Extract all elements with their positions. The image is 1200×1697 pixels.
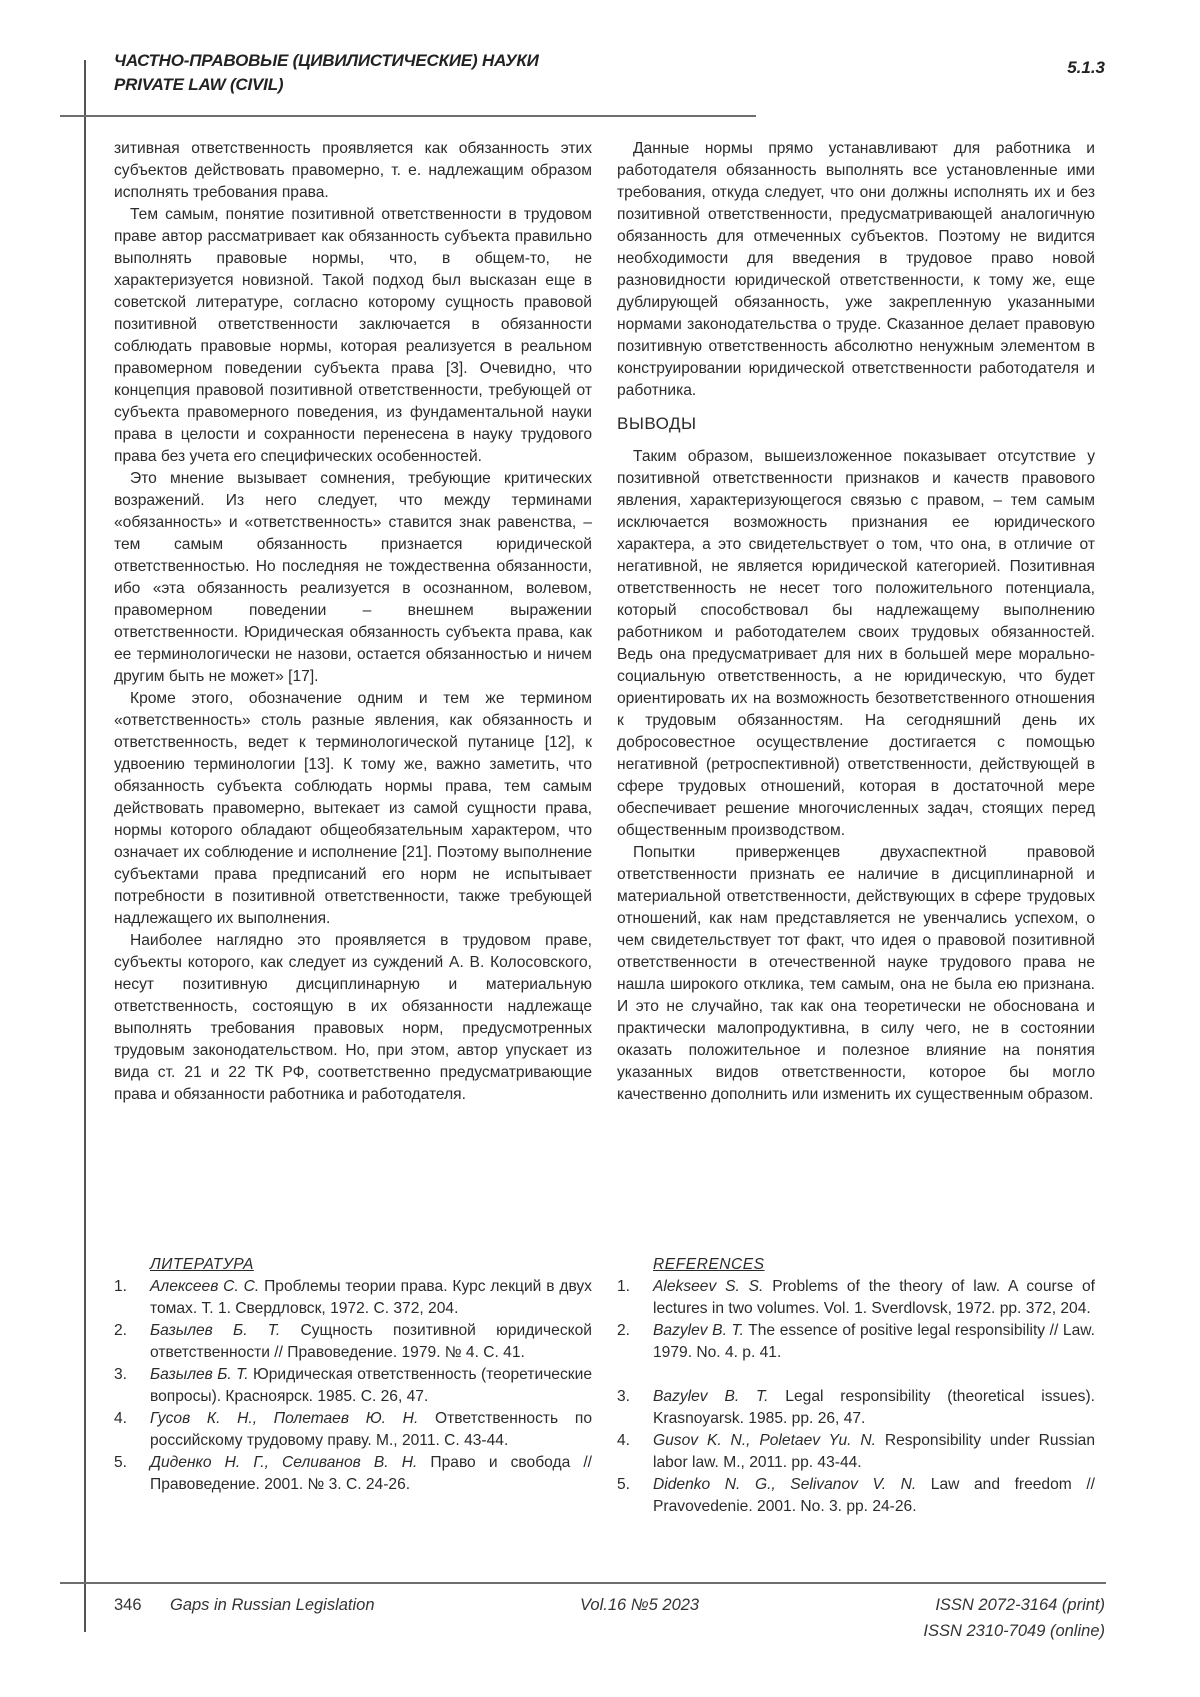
paragraph: Кроме этого, обозначение одним и тем же термином «ответственность» столь разные явления, как обязанность и ответственность, ведет к терминологической путанице [12], к удвоению терминологии [13]. К тому же, важно заметить, что обязанность субъекта соблюдать нормы права, тем самым действовать правомерно, вытекает из самой сущности права, нормы которого обладают общеобязательным характером, что означает их соблюдение и исполнение [21]. Поэтому выполнение субъектами права предписаний его норм не испытывает потребности в позитивной ответственности, также требующей надлежащего их выполнения. bbox=[114, 690, 592, 927]
reference-item: 3. Базылев Б. Т. Юридическая ответственность (теоретические вопросы). Красноярск. 1985. С. 26, 47. bbox=[114, 1366, 592, 1405]
conclusions-heading: ВЫВОДЫ bbox=[617, 414, 697, 433]
reference-item: 4. Gusov K. N., Poletaev Yu. N. Responsibility under Russian labor law. M., 2011. pp. 43-44. bbox=[617, 1432, 1096, 1471]
journal-name: Gaps in Russian Legislation bbox=[170, 1596, 375, 1614]
page-number: 346 bbox=[114, 1596, 142, 1614]
reference-author: Didenko N. G., Selivanov V. N. bbox=[653, 1476, 917, 1493]
reference-item: 1. Алексеев С. С. Проблемы теории права. Курс лекций в двух томах. Т. 1. Свердловск, 1972. С. 372, 204. bbox=[114, 1278, 592, 1317]
reference-item: 3. Bazylev B. T. Legal responsibility (theoretical issues). Krasnoyarsk. 1985. pp. 26, 47. bbox=[617, 1388, 1095, 1427]
volume-issue: Vol.16 №5 2023 bbox=[580, 1596, 700, 1614]
issn-print: ISSN 2072-3164 (print) bbox=[935, 1596, 1105, 1614]
references-en-list bbox=[617, 1276, 1095, 1518]
reference-author: Bazylev B. T. bbox=[653, 1388, 769, 1405]
reference-author: Alekseev S. S. bbox=[653, 1278, 764, 1295]
paragraph: Наиболее наглядно это проявляется в трудовом праве, субъекты которого, как следует из суждений А. В. Колосовского, несут позитивную дисциплинарную и материальную ответственность, состоящую в их обязанности надлежаще выполнять требования правовых норм, предусмотренных трудовым законодательством. Но, при этом, автор упускает из вида ст. 21 и 22 ТК РФ, соответственно предусматривающие права и обязанности работника и работодателя. bbox=[114, 932, 592, 1103]
references-ru-title: ЛИТЕРАТУРА bbox=[150, 1256, 254, 1273]
paragraph: Данные нормы прямо устанавливают для работника и работодателя обязанность выполнять все установленные ими требования, откуда следует, что они должны исполнять их и без позитивной ответственности, предусматривающей аналогичную обязанность для отмеченных субъектов. Поэтому не видится необходимости для введения в трудовое право новой разновидности юридической ответственности, к тому же, еще дублирующей обязанность, уже закрепленную указанными нормами законодательства о труде. Сказанное делает правовую позитивную ответственность абсолютно ненужным элементом в конструировании юридической ответственности работодателя и работника. bbox=[617, 140, 1095, 399]
reference-author: Базылев Б. Т. bbox=[150, 1366, 249, 1383]
reference-item: 5. Диденко Н. Г., Селиванов В. Н. Право и свобода // Правоведение. 2001. № 3. С. 24-26. bbox=[114, 1454, 592, 1493]
reference-item: 2. Bazylev B. T. The essence of positive legal responsibility // Law. 1979. No. 4. p. 41. bbox=[617, 1322, 1095, 1361]
running-header bbox=[114, 49, 539, 97]
reference-author: Гусов К. Н., Полетаев Ю. Н. bbox=[150, 1410, 419, 1427]
left-text-column bbox=[114, 138, 592, 1106]
reference-author: Алексеев С. С. bbox=[150, 1278, 260, 1295]
reference-item: 4. Гусов К. Н., Полетаев Ю. Н. Ответственность по российскому трудовому праву. М., 2011. С. 43-44. bbox=[114, 1410, 592, 1449]
references-ru-list bbox=[114, 1276, 592, 1496]
paragraph: Тем самым, понятие позитивной ответственности в трудовом праве автор рассматривает как обязанность субъекта правильно выполнять правовые нормы, что, в общем-то, не характеризуется новизной. Такой подход был высказан еще в советской литературе, согласно которому сущность правовой позитивной ответственности заключается в обязанности соблюдать правовые нормы, которая реализуется в реальном правомерном поведении субъекта права [3]. Очевидно, что концепция правовой позитивной ответственности, требующей от субъекта правомерного поведения, из фундаментальной науки права в целости и сохранности перенесена в науку трудового права без учета его специфических особенностей. bbox=[114, 206, 592, 465]
paragraph: зитивная ответственность проявляется как обязанность этих субъектов действовать правомерно, т. е. надлежащим образом исполнять требования права. bbox=[114, 140, 592, 201]
issn-block bbox=[923, 1592, 1105, 1644]
references-en bbox=[617, 1254, 1095, 1518]
header-rule bbox=[60, 115, 756, 117]
issn-online: ISSN 2310-7049 (online) bbox=[923, 1622, 1105, 1640]
paragraph: Попытки приверженцев двухаспектной правовой ответственности признать ее наличие в дисциплинарной и материальной ответственности, действующих в сфере трудовых отношений, как нам представляется не увенчались успехом, о чем свидетельствует тот факт, что идея о правовой позитивной ответственности в отечественной науке трудового права не нашла широкого отклика, тем самым, она не была ею признана. И это не случайно, так как она теоретически не обоснована и практически малопродуктивна, в силу чего, не в состоянии оказать положительное и полезное влияние на понятия указанных видов ответственности, которое бы могло качественно дополнить или изменить их существенным образом. bbox=[617, 844, 1095, 1103]
reference-item: 2. Базылев Б. Т. Сущность позитивной юридической ответственности // Правоведение. 1979. № 4. С. 41. bbox=[114, 1322, 592, 1361]
reference-item: 1. Alekseev S. S. Problems of the theory of law. A course of lectures in two volumes. Vol. 1. Sverdlovsk, 1972. pp. 372, 204. bbox=[617, 1278, 1096, 1317]
section-title-ru: ЧАСТНО-ПРАВОВЫЕ (ЦИВИЛИСТИЧЕСКИЕ) НАУКИ bbox=[114, 51, 539, 70]
references-en-title: REFERENCES bbox=[653, 1256, 765, 1273]
left-margin-rule bbox=[84, 60, 86, 1632]
section-title-en: PRIVATE LAW (CIVIL) bbox=[114, 75, 284, 94]
paragraph: Это мнение вызывает сомнения, требующие критических возражений. Из него следует, что между терминами «обязанность» и «ответственность» ставится знак равенства, – тем самым обязанность признается юридической ответственностью. Но последняя не тождественна обязанности, ибо «эта обязанность реализуется в осознанном, волевом, правомерном поведении – внешнем выражении ответственности. Юридическая обязанность субъекта права, как ее терминологически не назови, остается обязанностью и ничем другим быть не может» [17]. bbox=[114, 470, 592, 685]
footer-rule bbox=[60, 1582, 1106, 1584]
right-text-column bbox=[617, 138, 1095, 1106]
reference-author: Базылев Б. Т. bbox=[150, 1322, 281, 1339]
reference-author: Gusov K. N., Poletaev Yu. N. bbox=[653, 1432, 876, 1449]
reference-author: Диденко Н. Г., Селиванов В. Н. bbox=[150, 1454, 418, 1471]
section-code: 5.1.3 bbox=[1067, 58, 1105, 77]
reference-author: Bazylev B. T. bbox=[653, 1322, 744, 1339]
paragraph: Таким образом, вышеизложенное показывает отсутствие у позитивной ответственности признаков и качеств правового явления, характеризующегося связью с правом, – тем самым исключается возможность признания ее юридического характера, а это свидетельствует о том, что она, в отличие от негативной, не является юридической категорией. Позитивная ответственность не несет того положительного потенциала, который способствовал бы надлежащему выполнению работником и работодателем своих трудовых обязанностей. Ведь она предусматривает для них в большей мере морально-социальную ответственность, а не юридическую, что будет ориентировать их на возможность безответственного отношения к трудовым обязанностям. На сегодняшний день их добросовестное осуществление достигается с помощью негативной (ретроспективной) ответственности, действующей в сфере трудовых отношений, которая в достаточной мере обеспечивает решение многочисленных задач, стоящих перед общественным производством. bbox=[617, 448, 1095, 839]
reference-item: 5. Didenko N. G., Selivanov V. N. Law and freedom // Pravovedenie. 2001. No. 3. pp. 24-26. bbox=[617, 1476, 1096, 1515]
references-ru bbox=[114, 1254, 592, 1496]
